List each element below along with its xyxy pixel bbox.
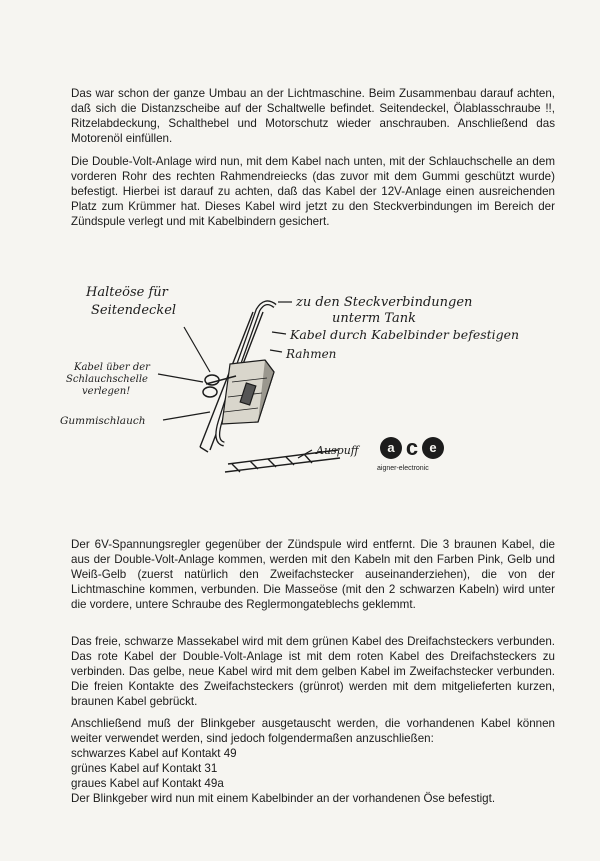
label-halteoese-line-1: Halteöse für bbox=[86, 285, 168, 300]
label-halteoese-line-2: Seitendeckel bbox=[91, 303, 177, 318]
label-steckverbindungen-line-1: zu den Steckverbindungen bbox=[296, 295, 473, 310]
connection-item: grünes Kabel auf Kontakt 31 bbox=[71, 761, 218, 775]
wiring-sketch bbox=[60, 272, 540, 487]
label-kabel-kabelbinder: Kabel durch Kabelbinder befestigen bbox=[290, 327, 520, 342]
label-kabel-schelle-line-3: verlegen! bbox=[82, 386, 131, 397]
label-kabel-schelle-line-1: Kabel über der bbox=[74, 362, 150, 373]
label-kabel-schelle-line-2: Schlauchschelle bbox=[66, 374, 148, 385]
connection-item: schwarzes Kabel auf Kontakt 49 bbox=[71, 746, 237, 760]
blinkgeber-outro: Der Blinkgeber wird nun mit einem Kabelbinder an der vorhandenen Öse befestigt. bbox=[71, 791, 496, 805]
svg-text:a: a bbox=[387, 440, 395, 455]
section-blinkgeber bbox=[71, 717, 555, 806]
paragraph-ground-cable: Das freie, schwarze Massekabel wird mit dem grünen Kabel des Dreifachsteckers verbunden. Das rote Kabel der Double-Volt-Anlage ist mit dem roten Kabel des Dreifachsteckers zu verbinden. Das gelbe, neue Kabel wird mit dem gelben Kabel im Zweifachstecker verbunden. Die freien Kontakte des Zweifachsteckers (grünrot) werden mit dem mitgelieferten kurzen, braunen Kabel gebrückt. bbox=[71, 635, 555, 708]
blinkgeber-intro: Anschließend muß der Blinkgeber ausgetauscht werden, die vorhandenen Kabel können weiter verwendet werden, sind jedoch folgendermaßen anzuschließen: bbox=[71, 717, 555, 745]
label-rahmen: Rahmen bbox=[286, 347, 337, 361]
svg-text:e: e bbox=[429, 440, 437, 455]
logo-caption: aigner-electronic bbox=[377, 465, 429, 472]
paragraph-double-volt-mounting: Die Double-Volt-Anlage wird nun, mit dem Kabel nach unten, mit der Schlauchschelle an dem vorderen Rohr des rechten Rahmendreiecks (das zuvor mit dem Gummi geschützt wurde) befestigt. Hierbei ist darauf zu achten, daß das Kabel der 12V-Anlage einen ausreichenden Platz zum Krümmer hat. Dieses Kabel wird jetzt zu den Steckverbindungen im Bereich der Zündspule verlegt und mit Kabelbindern gesichert. bbox=[71, 155, 555, 228]
double-volt-unit-drawing bbox=[222, 360, 274, 424]
paragraph-regulator: Der 6V-Spannungsregler gegenüber der Zündspule wird entfernt. Die 3 braunen Kabel, die aus der Double-Volt-Anlage kommen, werden mit den Kabeln mit den Farben Pink, Gelb und Weiß-Gelb (zuerst natürlich den Zweifachstecker auseinanderziehen), die von der Lichtmaschine kommen, verbunden. Die Masseöse (mit den 2 schwarzen Kabeln) wird unter die vordere, untere Schraube des Reglermongateblechs geklemmt. bbox=[71, 538, 555, 611]
aigner-electronic-logo bbox=[377, 435, 444, 472]
label-gummischlauch: Gummischlauch bbox=[60, 415, 146, 427]
connection-item: graues Kabel auf Kontakt 49a bbox=[71, 776, 224, 790]
label-auspuff: Auspuff bbox=[316, 444, 359, 457]
svg-text:c: c bbox=[405, 435, 419, 460]
label-steckverbindungen-line-2: unterm Tank bbox=[332, 311, 416, 326]
paragraph-assembly: Das war schon der ganze Umbau an der Lichtmaschine. Beim Zusammenbau darauf achten, daß sich die Distanzscheibe auf der Schaltwelle befindet. Seitendeckel, Ölablasschraube !!, Ritzelabdeckung, Schalthebel und Motorschutz wieder anschrauben. Anschließend das Motorenöl einfüllen. bbox=[71, 87, 555, 145]
